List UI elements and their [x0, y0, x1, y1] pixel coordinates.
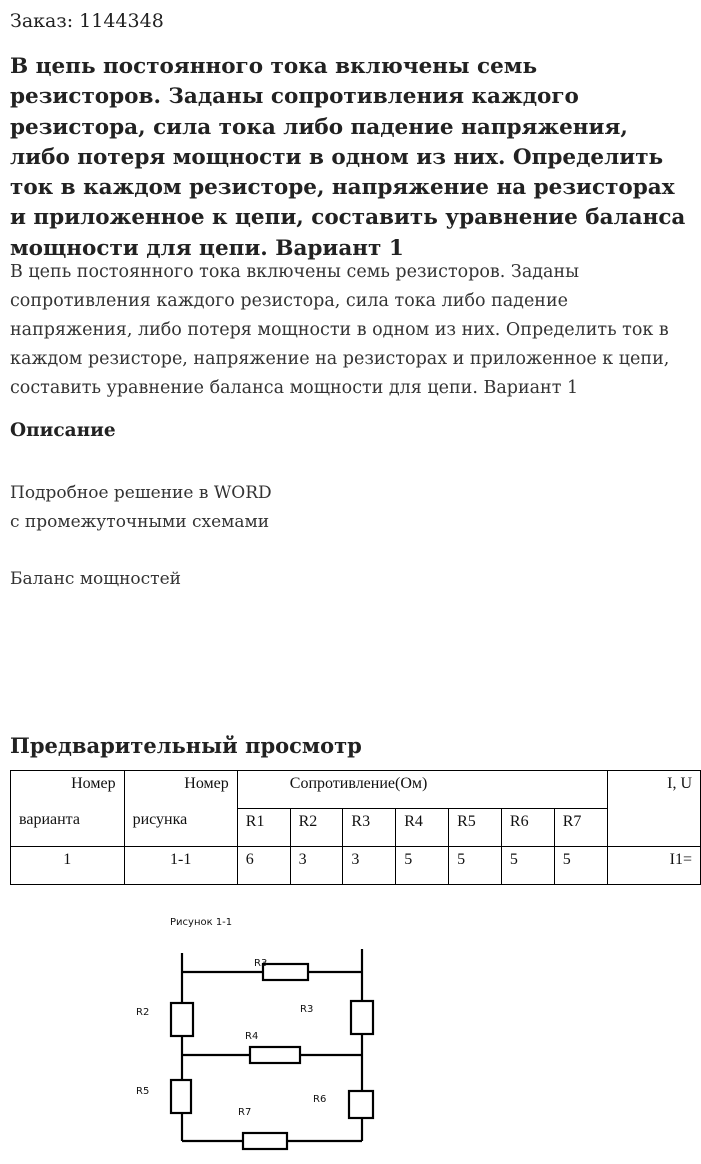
resistor-r2	[171, 1003, 193, 1036]
label-top: R3	[254, 958, 268, 969]
label-r3: R3	[300, 1004, 314, 1015]
iu-cell: I1=	[607, 847, 700, 885]
label-r5: R5	[136, 1086, 150, 1097]
resistance-cell: 5	[554, 847, 607, 885]
preview-heading: Предварительный просмотр	[10, 733, 362, 758]
header-cell-variant: Номер	[11, 771, 125, 809]
header-cell-figure-2: рисунка	[124, 809, 237, 847]
resistance-cell: 3	[290, 847, 343, 885]
resistance-cell: 5	[449, 847, 502, 885]
description-line-2: с промежуточными схемами	[10, 512, 270, 532]
header-cell-variant-2: варианта	[11, 809, 125, 847]
variant-cell: 1	[11, 847, 125, 885]
description-heading: Описание	[10, 420, 116, 441]
header-cell-figure: Номер	[124, 771, 237, 809]
resistor-header: R7	[554, 809, 607, 847]
figure-caption: Рисунок 1-1	[170, 917, 233, 928]
resistor-header: R2	[290, 809, 343, 847]
variant-table	[10, 770, 701, 885]
resistor-header: R5	[449, 809, 502, 847]
resistor-r5	[171, 1080, 191, 1113]
resistor-top	[263, 964, 308, 980]
label-r7: R7	[238, 1107, 252, 1118]
table-row	[11, 771, 701, 809]
resistor-header: R3	[343, 809, 396, 847]
label-r4: R4	[245, 1031, 259, 1042]
header-cell-resistance: Сопротивление(Ом)	[237, 771, 607, 809]
header-cell-iu: I, U	[607, 771, 700, 847]
resistor-header: R6	[501, 809, 554, 847]
label-r6: R6	[313, 1094, 327, 1105]
resistor-r4	[250, 1047, 300, 1063]
resistor-r7	[243, 1133, 287, 1149]
resistance-cell: 6	[237, 847, 290, 885]
resistance-cell: 5	[501, 847, 554, 885]
description-line-3: Баланс мощностей	[10, 569, 181, 589]
label-r2: R2	[136, 1007, 150, 1018]
page-title: В цепь постоянного тока включены семь резисторов. Заданы сопротивления каждого резистора, сила тока либо падение напряжения, либо потеря мощности в одном из них. Определить ток в каждом резисторе, напряжение на резисторах и приложенное к цепи, составить уравнение баланса мощности для цепи. Вариант 1	[10, 54, 686, 261]
circuit-diagram	[130, 905, 390, 1155]
resistor-header: R4	[396, 809, 449, 847]
description-line-1: Подробное решение в WORD	[10, 483, 272, 503]
resistance-cell: 3	[343, 847, 396, 885]
resistor-r3	[351, 1001, 373, 1034]
order-number: Заказ: 1144348	[10, 10, 164, 32]
table-row	[11, 809, 701, 847]
resistance-cell: 5	[396, 847, 449, 885]
figure-cell: 1-1	[124, 847, 237, 885]
resistor-header: R1	[237, 809, 290, 847]
table-row	[11, 847, 701, 885]
resistor-r6	[349, 1091, 373, 1118]
task-paragraph: В цепь постоянного тока включены семь резисторов. Заданы сопротивления каждого резистора, сила тока либо падение напряжения, либо потеря мощности в одном из них. Определить ток в каждом резисторе, напряжение на резисторах и приложенное к цепи, составить уравнение баланса мощности для цепи. Вариант 1	[10, 262, 670, 398]
